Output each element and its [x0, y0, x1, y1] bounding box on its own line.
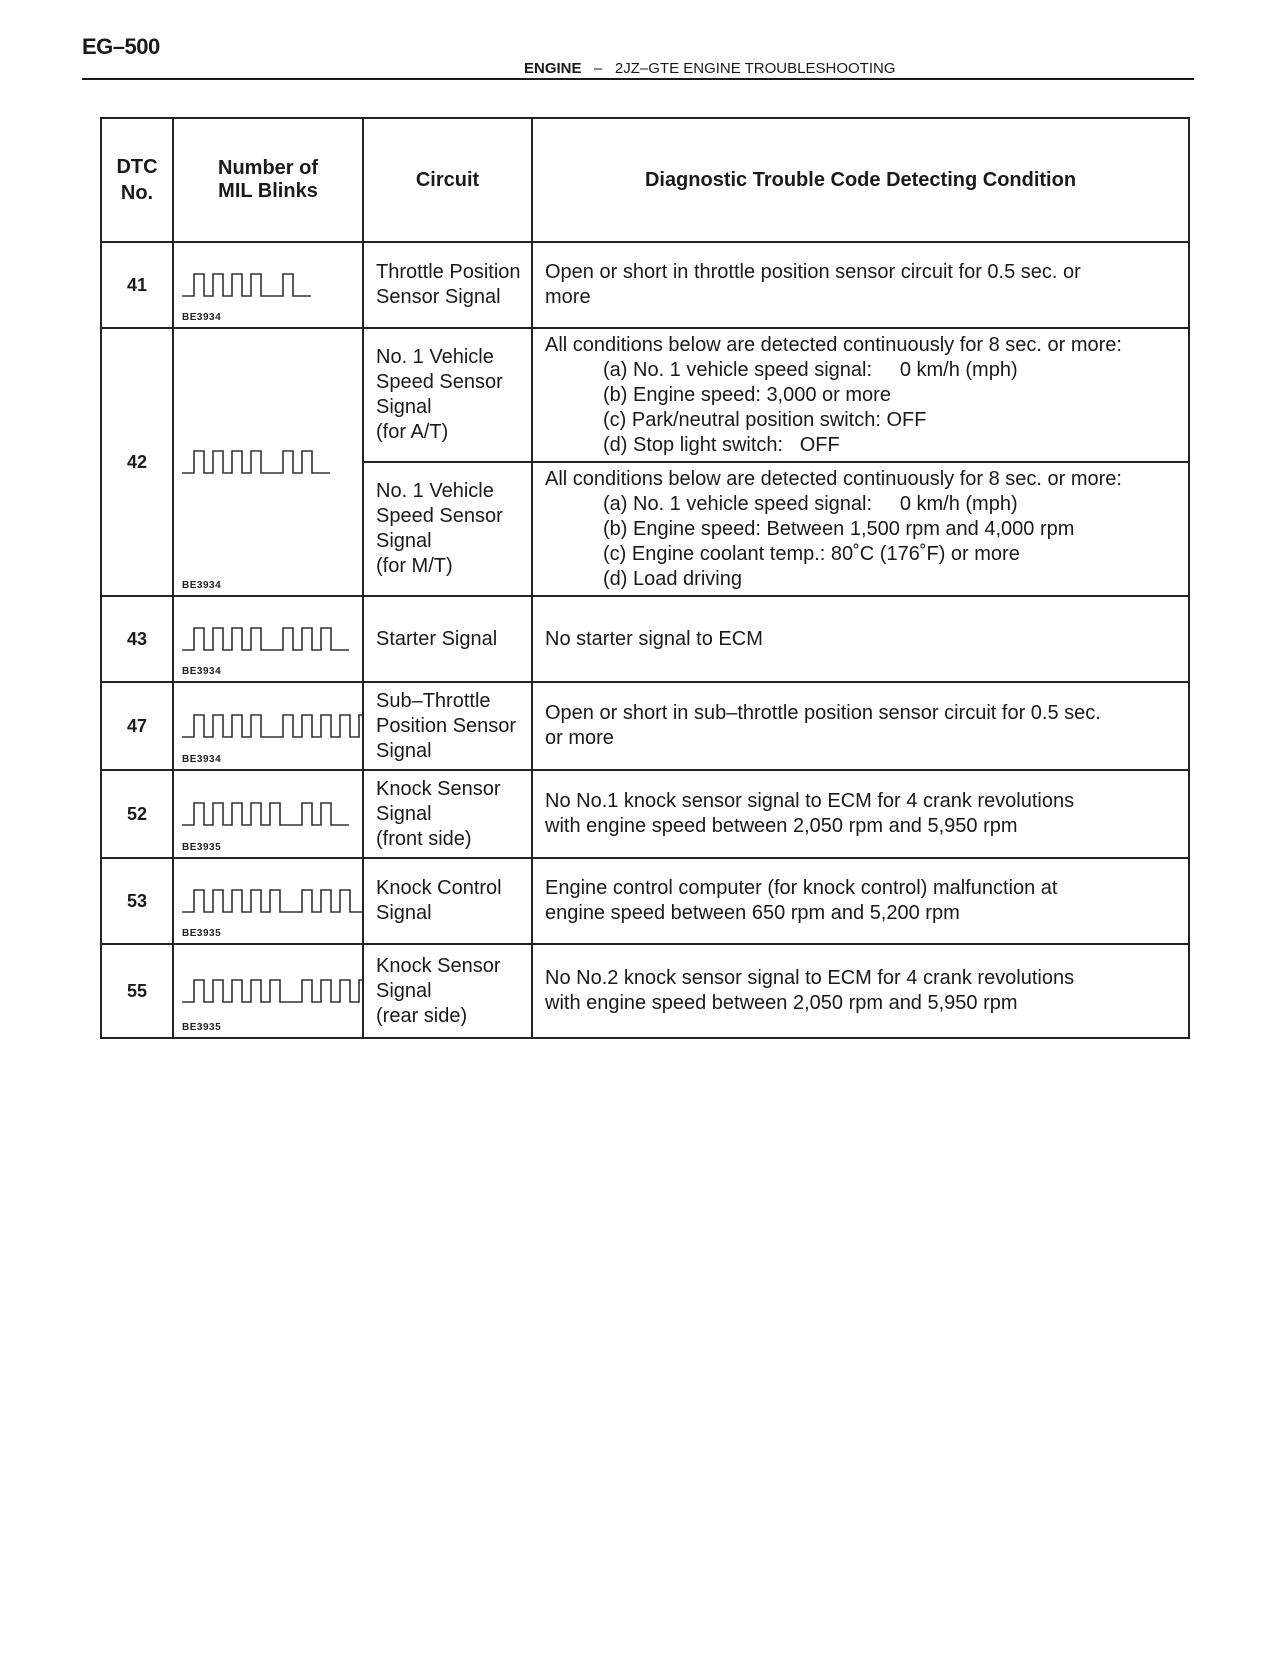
condition-line: Open or short in throttle position sensor circuit for 0.5 sec. or [545, 261, 1081, 283]
mil-blinks-cell [173, 242, 363, 328]
table-header-row [101, 118, 1189, 242]
circuit-cell [363, 328, 532, 462]
condition-line: Open or short in sub–throttle position sensor circuit for 0.5 sec. [545, 702, 1101, 724]
circuit-line: Signal [376, 979, 432, 1002]
running-header [524, 60, 896, 77]
condition-cell [532, 858, 1189, 944]
mil-blinks-cell [173, 682, 363, 770]
blink-waveform-41 [182, 274, 311, 296]
circuit-cell [363, 462, 532, 596]
circuit-line: Starter Signal [376, 627, 498, 650]
condition-cell [532, 770, 1189, 858]
circuit-cell [363, 944, 532, 1038]
blink-waveform-43 [182, 628, 349, 650]
dtc-number: 55 [101, 944, 173, 1038]
condition-item: (c) Park/neutral position switch: OFF [603, 408, 927, 431]
condition-cell [532, 462, 1189, 596]
figure-code: BE3934 [182, 312, 222, 323]
condition-cell [532, 596, 1189, 682]
circuit-line: Knock Sensor [376, 954, 501, 977]
table-row [101, 944, 1189, 1038]
figure-code: BE3935 [182, 842, 222, 853]
condition-cell [532, 944, 1189, 1038]
circuit-line: Knock Sensor [376, 777, 501, 800]
condition-line: No starter signal to ECM [545, 627, 763, 650]
dtc-number: 52 [101, 770, 173, 858]
circuit-line: Knock Control [376, 877, 502, 899]
condition-cell [532, 242, 1189, 328]
mil-blink-pattern-icon [182, 270, 362, 300]
table-row [101, 858, 1189, 944]
table-row [101, 596, 1189, 682]
figure-code: BE3934 [182, 754, 222, 765]
page-number: EG–500 [82, 34, 160, 59]
column-header-dtc-line: DTC [116, 156, 158, 178]
circuit-line: (for M/T) [376, 555, 453, 577]
blink-waveform-55 [182, 980, 362, 1002]
table-row [101, 242, 1189, 328]
mil-blink-pattern-icon [182, 976, 362, 1006]
column-header-circuit: Circuit [363, 118, 532, 242]
circuit-cell [363, 596, 532, 682]
table-row [101, 682, 1189, 770]
dtc-number: 42 [101, 328, 173, 596]
condition-line: No No.2 knock sensor signal to ECM for 4 crank revolutions [545, 967, 1075, 989]
mil-blink-pattern-icon [182, 711, 362, 741]
blink-waveform-42 [182, 451, 330, 473]
mil-blinks-cell [173, 858, 363, 944]
dtc-number: 47 [101, 682, 173, 770]
circuit-cell [363, 770, 532, 858]
condition-line: engine speed between 650 rpm and 5,200 rpm [545, 902, 960, 924]
condition-line: more [545, 286, 591, 308]
blink-waveform-47 [182, 715, 362, 737]
figure-code: BE3935 [182, 928, 222, 939]
circuit-cell [363, 242, 532, 328]
circuit-line: Signal [376, 396, 432, 418]
circuit-line: Signal [376, 902, 432, 924]
circuit-line: Throttle Position [376, 261, 521, 283]
condition-cell [532, 682, 1189, 770]
condition-item: (a) No. 1 vehicle speed signal: 0 km/h (mph) [603, 358, 1018, 381]
table-row [101, 328, 1189, 462]
figure-code: BE3934 [182, 666, 222, 677]
circuit-line: Signal [376, 530, 432, 552]
circuit-line: No. 1 Vehicle [376, 480, 494, 502]
mil-blinks-cell [173, 596, 363, 682]
condition-line: or more [545, 727, 614, 749]
condition-item: (d) Load driving [603, 567, 742, 590]
column-header-dtc [101, 118, 173, 242]
circuit-line: Signal [376, 739, 432, 762]
circuit-cell [363, 682, 532, 770]
mil-blinks-cell [173, 944, 363, 1038]
circuit-line: Sensor Signal [376, 286, 501, 308]
header-separator: – [594, 60, 603, 77]
column-header-blinks-line: MIL Blinks [218, 180, 318, 202]
dtc-number: 53 [101, 858, 173, 944]
column-header-blinks [173, 118, 363, 242]
circuit-line: (front side) [376, 827, 472, 850]
condition-item: (d) Stop light switch: OFF [603, 433, 840, 456]
condition-lead: All conditions below are detected continuously for 8 sec. or more: [545, 467, 1122, 490]
dtc-number: 43 [101, 596, 173, 682]
mil-blink-pattern-icon [182, 886, 362, 916]
circuit-line: (for A/T) [376, 421, 449, 443]
condition-line: No No.1 knock sensor signal to ECM for 4 crank revolutions [545, 790, 1075, 812]
mil-blink-pattern-icon [182, 799, 362, 829]
figure-code: BE3935 [182, 1022, 222, 1033]
condition-line: with engine speed between 2,050 rpm and 5,950 rpm [545, 992, 1018, 1014]
circuit-line: Sub–Throttle [376, 689, 491, 712]
circuit-line: Signal [376, 802, 432, 825]
condition-line: with engine speed between 2,050 rpm and 5,950 rpm [545, 815, 1018, 837]
mil-blinks-cell [173, 328, 363, 596]
condition-item: (b) Engine speed: 3,000 or more [603, 383, 891, 406]
subsection-title: 2JZ–GTE ENGINE TROUBLESHOOTING [614, 60, 896, 77]
circuit-line: (rear side) [376, 1004, 468, 1027]
mil-blink-pattern-icon [182, 624, 362, 654]
section-title: ENGINE [524, 60, 582, 77]
column-header-dtc-line: No. [120, 182, 154, 204]
circuit-line: Speed Sensor [376, 371, 503, 393]
circuit-line: No. 1 Vehicle [376, 346, 494, 368]
figure-code: BE3934 [182, 580, 222, 591]
dtc-number: 41 [101, 242, 173, 328]
condition-item: (b) Engine speed: Between 1,500 rpm and 4,000 rpm [603, 517, 1075, 540]
blink-waveform-52 [182, 803, 349, 825]
condition-item: (c) Engine coolant temp.: 80˚C (176˚F) or more [603, 542, 1020, 565]
mil-blink-pattern-icon [182, 447, 362, 477]
dtc-table [100, 117, 1190, 1039]
condition-cell [532, 328, 1189, 462]
table-row [101, 770, 1189, 858]
column-header-condition: Diagnostic Trouble Code Detecting Condition [532, 118, 1189, 242]
condition-line: Engine control computer (for knock control) malfunction at [545, 877, 1058, 899]
blink-waveform-53 [182, 890, 362, 912]
circuit-cell [363, 858, 532, 944]
condition-item: (a) No. 1 vehicle speed signal: 0 km/h (mph) [603, 492, 1018, 515]
mil-blinks-cell [173, 770, 363, 858]
circuit-line: Position Sensor [376, 714, 517, 737]
condition-lead: All conditions below are detected continuously for 8 sec. or more: [545, 333, 1122, 356]
header-rule [82, 78, 1194, 80]
column-header-blinks-line: Number of [218, 157, 318, 179]
circuit-line: Speed Sensor [376, 505, 503, 527]
